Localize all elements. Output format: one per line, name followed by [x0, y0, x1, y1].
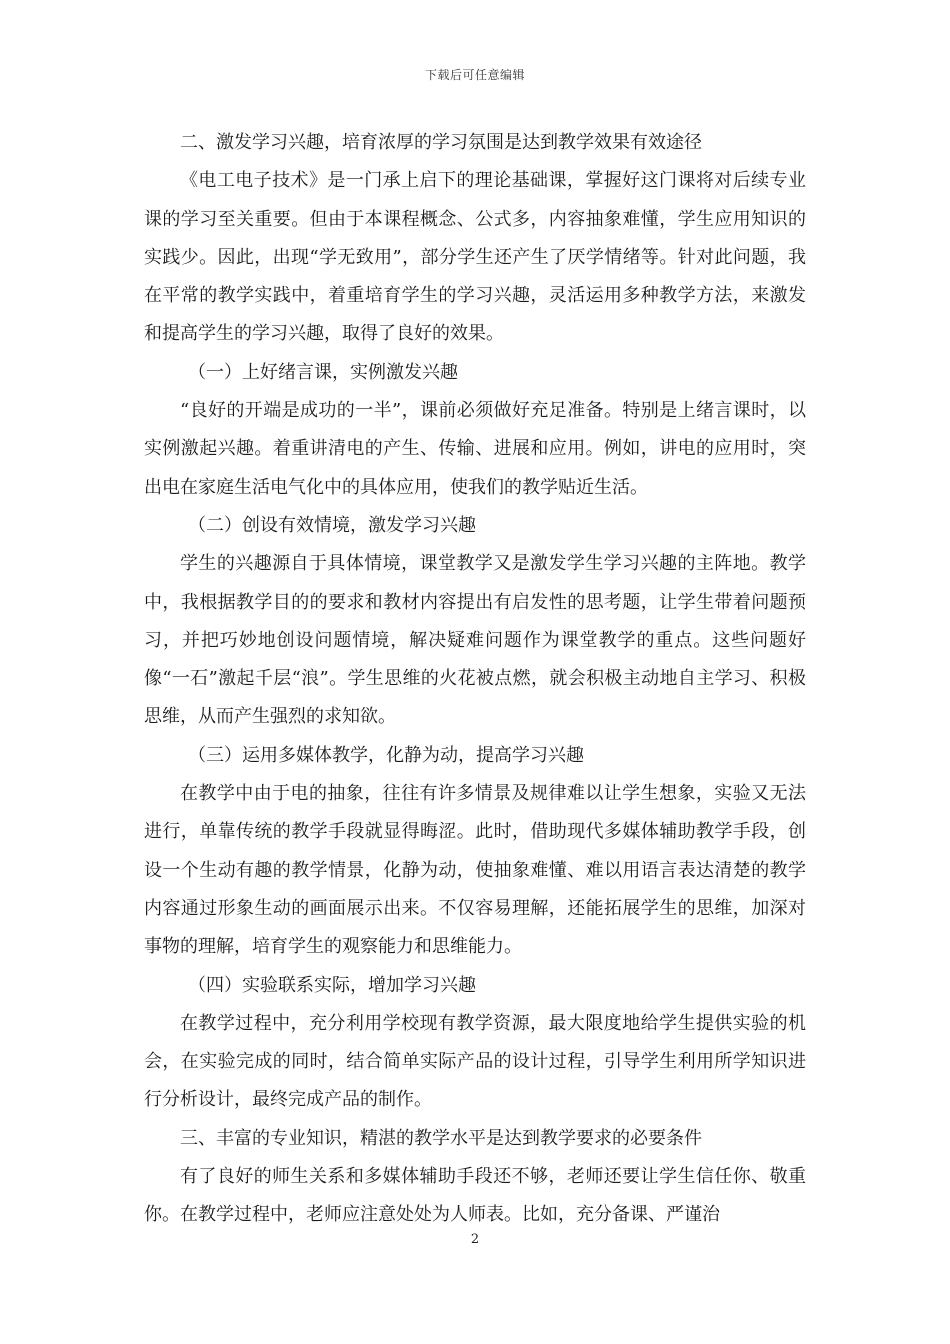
paragraph: 在教学过程中，充分利用学校现有教学资源，最大限度地给学生提供实验的机会，在实验完成的同时，结合简单实际产品的设计过程，引导学生利用所学知识进行分析设计，最终完成产品的制作。: [144, 1012, 806, 1111]
page-number: 2: [470, 1232, 480, 1247]
page-header: 下载后可任意编辑: [424, 68, 525, 82]
paragraph: 有了良好的师生关系和多媒体辅助手段还不够，老师还要让学生信任你、敬重你。在教学过程中，老师应注意处处为人师表。比如，充分备课、严谨治: [144, 1166, 806, 1226]
section-heading-2: 二、激发学习兴趣，培育浓厚的学习氛围是达到教学效果有效途径: [180, 132, 702, 153]
subsection-heading-3: （三）运用多媒体教学，化静为动，提高学习兴趣: [188, 744, 584, 766]
paragraph: 《电工电子技术》是一门承上启下的理论基础课，掌握好这门课将对后续专业课的学习至关重要。但由于本课程概念、公式多，内容抽象难懂，学生应用知识的实践少。因此，出现“学无致用”，部分学生还产生了厌学情绪等。针对此问题，我在平常的教学实践中，着重培育学生的学习兴趣，灵活运用多种教学方法，来激发和提高学生的学习兴趣，取得了良好的效果。: [144, 170, 806, 345]
paragraph: “良好的开端是成功的一半”，课前必须做好充足准备。特别是上绪言课时，以实例激起兴趣。着重讲清电的产生、传输、进展和应用。例如，讲电的应用时，突出电在家庭生活电气化中的具体应用，使我们的教学贴近生活。: [144, 400, 806, 498]
paragraph: 学生的兴趣源自于具体情境，课堂教学又是激发学生学习兴趣的主阵地。教学中，我根据教学目的的要求和教材内容提出有启发性的思考题，让学生带着问题预习，并把巧妙地创设问题情境，解决疑难问题作为课堂教学的重点。这些问题好像“一石”激起千层“浪”。学生思维的火花被点燃，就会积极主动地自主学习、积极思维，从而产生强烈的求知欲。: [144, 553, 806, 728]
subsection-heading-2: （二）创设有效情境，激发学习兴趣: [188, 514, 476, 536]
subsection-heading-4: （四）实验联系实际，增加学习兴趣: [188, 974, 476, 996]
paragraph: 在教学中由于电的抽象，往往有许多情景及规律难以让学生想象，实验又无法进行，单靠传统的教学手段就显得晦涩。此时，借助现代多媒体辅助教学手段，创设一个生动有趣的教学情景，化静为动，使抽象难懂、难以用语言表达清楚的教学内容通过形象生动的画面展示出来。不仅容易理解，还能拓展学生的思维，加深对事物的理解，培育学生的观察能力和思维能力。: [144, 783, 806, 958]
section-heading-3: 三、丰富的专业知识，精湛的教学水平是达到教学要求的必要条件: [180, 1127, 702, 1149]
subsection-heading-1: （一）上好绪言课，实例激发兴趣: [188, 361, 458, 383]
document-body: [144, 124, 806, 1235]
